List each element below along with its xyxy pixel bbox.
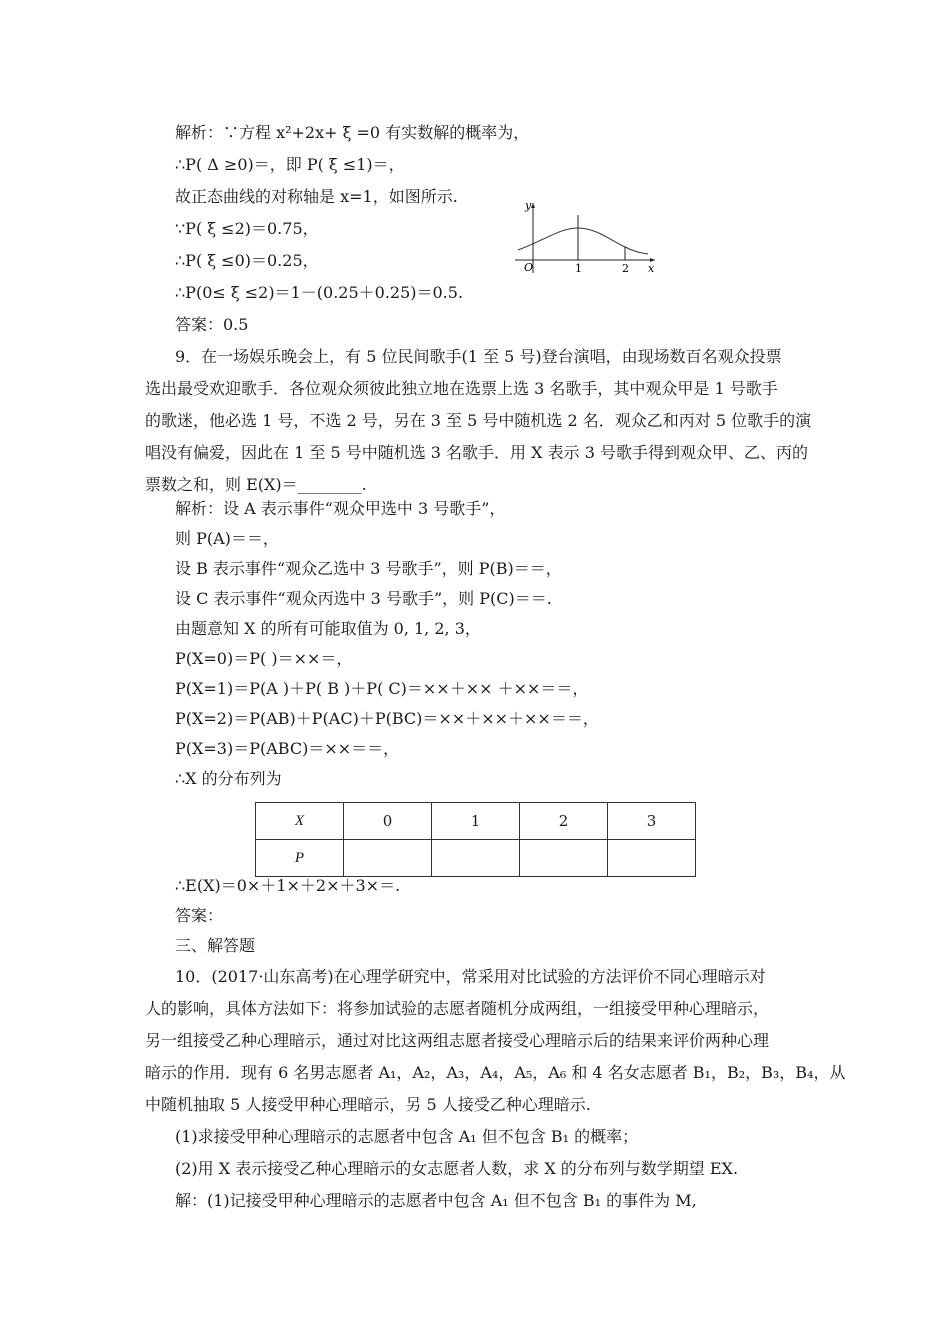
question-10-part: (1)求接受甲种心理暗示的志愿者中包含 A₁ 但不包含 B₁ 的概率； — [175, 1127, 639, 1146]
tick-2: 2 — [622, 262, 629, 275]
solution-line: ∴X 的分布列为 — [175, 769, 282, 788]
question-10-line: 10．(2017·山东高考)在心理学研究中，常采用对比试验的方法评价不同心理暗示对 — [175, 967, 766, 986]
table-cell — [520, 840, 608, 877]
table-cell — [432, 840, 520, 877]
question-9-line: 9．在一场娱乐晚会上，有 5 位民间歌手(1 至 5 号)登台演唱，由现场数百名观众投票 — [175, 347, 782, 366]
solution-line: 设 B 表示事件“观众乙选中 3 号歌手”，则 P(B)＝＝， — [175, 559, 562, 578]
question-9-line: 选出最受欢迎歌手．各位观众须彼此独立地在选票上选 3 名歌手，其中观众甲是 1 号歌手 — [145, 379, 778, 398]
solution-line: 则 P(A)＝＝， — [175, 529, 279, 548]
solution-line: P(X=0)＝P( )＝××＝， — [175, 649, 353, 668]
tick-1: 1 — [575, 262, 582, 275]
question-10-line: 暗示的作用．现有 6 名男志愿者 A₁，A₂，A₃，A₄，A₅，A₆ 和 4 名女志愿者 B₁，B₂，B₃，B₄，从 — [145, 1063, 846, 1082]
solution-line: 设 C 表示事件“观众丙选中 3 号歌手”，则 P(C)＝＝. — [175, 589, 552, 608]
y-axis-label: y — [525, 199, 532, 212]
question-10-part: (2)用 X 表示接受乙种心理暗示的女志愿者人数，求 X 的分布列与数学期望 EX. — [175, 1159, 739, 1178]
table-cell: 1 — [432, 803, 520, 840]
solution-line: 解析：设 A 表示事件“观众甲选中 3 号歌手”， — [175, 499, 506, 518]
question-9-line: 票数之和，则 E(X)＝________. — [145, 475, 367, 494]
solution-line: P(X=3)＝P(ABC)＝××＝＝， — [175, 739, 400, 758]
table-row — [256, 803, 696, 840]
table-cell — [344, 840, 432, 877]
solution-line: P(X=1)＝P(A )＋P( B )＋P( C)＝××＋×× ＋××＝＝， — [175, 679, 589, 698]
origin-label: O — [524, 261, 534, 274]
question-9-line: 唱没有偏爱，因此在 1 至 5 号中随机选 3 名歌手．用 X 表示 3 号歌手得到观众甲、乙、丙的 — [145, 443, 808, 462]
solution-line: ∴P(0≤ ξ ≤2)＝1－(0.25＋0.25)＝0.5. — [175, 283, 464, 302]
solution-line: ∴P( ξ ≤0)＝0.25， — [175, 251, 319, 270]
table-cell: 3 — [608, 803, 696, 840]
solution-line: ∵P( ξ ≤2)＝0.75， — [175, 219, 319, 238]
table-cell — [608, 840, 696, 877]
table-cell: 0 — [344, 803, 432, 840]
question-10-line: 人的影响，具体方法如下：将参加试验的志愿者随机分成两组，一组接受甲种心理暗示， — [145, 999, 770, 1018]
question-10-line: 另一组接受乙种心理暗示，通过对比这两组志愿者接受心理暗示后的结果来评价两种心理 — [145, 1031, 770, 1050]
normal-curve-figure — [510, 195, 660, 275]
distribution-table — [255, 802, 696, 877]
answer-line: 答案：0.5 — [175, 315, 249, 334]
solution-line: ∴P( Δ ≥0)＝，即 P( ξ ≤1)＝， — [175, 155, 405, 174]
solution-line: 由题意知 X 的所有可能取值为 0, 1, 2, 3， — [175, 619, 481, 638]
table-cell: X — [256, 803, 344, 840]
section-heading: 三、解答题 — [175, 936, 256, 955]
table-cell: 2 — [520, 803, 608, 840]
solution-line: ∴E(X)＝0×＋1×＋2×＋3×＝. — [175, 876, 401, 895]
solution-line: 解析：∵方程 x²+2x+ ξ =0 有实数解的概率为， — [175, 123, 530, 142]
question-9-line: 的歌迷，他必选 1 号，不选 2 号，另在 3 至 5 号中随机选 2 名．观众乙和丙对 5 位歌手的演 — [145, 411, 812, 430]
solution-line: P(X=2)＝P(AB)＋P(AC)＋P(BC)＝××＋××＋××＝＝， — [175, 709, 599, 728]
x-axis-label: x — [648, 262, 655, 275]
solution-line: 故正态曲线的对称轴是 x=1，如图所示. — [175, 187, 458, 206]
solution-line: 解：(1)记接受甲种心理暗示的志愿者中包含 A₁ 但不包含 B₁ 的事件为 M, — [175, 1191, 697, 1210]
question-10-line: 中随机抽取 5 人接受甲种心理暗示，另 5 人接受乙种心理暗示. — [145, 1095, 591, 1114]
table-row — [256, 840, 696, 877]
answer-line: 答案： — [175, 906, 224, 925]
table-cell: P — [256, 840, 344, 877]
